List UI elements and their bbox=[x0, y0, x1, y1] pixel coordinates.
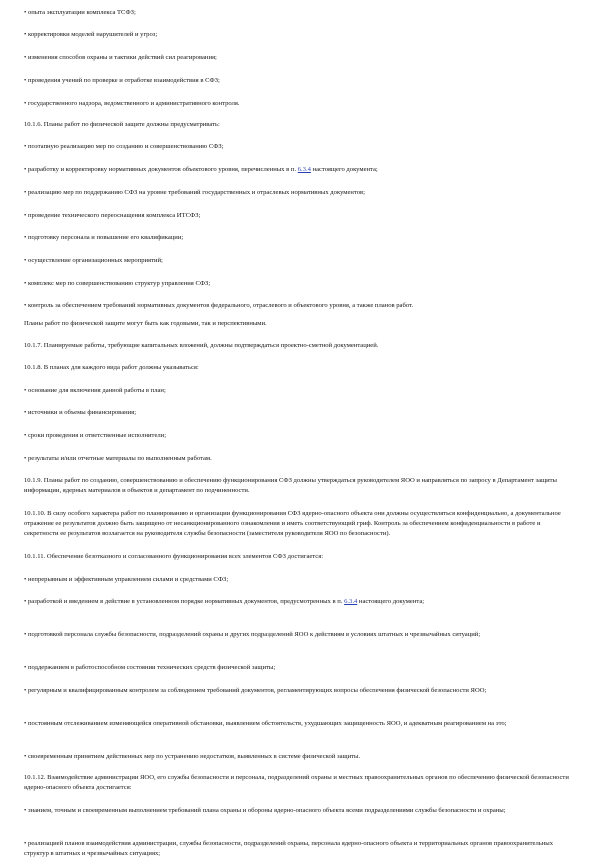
section-heading: 10.1.6. Планы работ по физической защите должны предусматривать: bbox=[24, 121, 220, 128]
bullet-text-part: настоящего документа; bbox=[357, 598, 425, 605]
section-heading: 10.1.11. Обеспечение безотказного и согласованного функционирования всех элементов СФЗ достигается: bbox=[24, 553, 324, 560]
bullet-text: • постоянным отслеживанием изменяющейся оперативной обстановки, выявлением обстоятельств, ухудшающих защищенность ЯОО, и адекватным реагированием на это; bbox=[24, 720, 507, 727]
section-paragraph: 10.1.9. Планы работ по созданию, совершенствованию и обеспечению функционирования СФЗ должны утверждаться руководителем ЯОО и направляться по запросу в Департамент защиты информации, ядерных материалов и объектов и департамент по подчиненности. bbox=[24, 477, 557, 494]
bullet-text: • опыта эксплуатации комплекса ТСФЗ; bbox=[24, 9, 136, 16]
bullet-text-part: • разработкой и введением в действие в установленном порядке нормативных документов, предусмотренных в п. bbox=[24, 598, 345, 605]
bullet-text-part: настоящего документа; bbox=[310, 166, 378, 173]
bullet-text: • контроль за обеспечением требований нормативных документов федерального, отраслевого и объектового уровня, а также планов работ. bbox=[24, 302, 414, 309]
bullet-text: • непрерывным и эффективным управлением силами и средствами СФЗ; bbox=[24, 576, 229, 583]
section-paragraph: 10.1.10. В силу особого характера работ по планированию и организации функционирования СФЗ ядерно-опасного объекта они должны осуществляться конфиденциально, а документальное отражение ее результатов должно быть защищено от несанкционированного ознакомления и иметь соответствующий гриф. Контроль за обеспечением конфиденциальности в работе и секретности ее результатов возлагается на руководителя службы безопасности (заместителя руководителя ЯОО по безопасности). bbox=[24, 510, 561, 537]
bullet-text-with-ref bbox=[24, 165, 574, 175]
bullet-text: • проведение технического переоснащения комплекса ИТСФЗ; bbox=[24, 212, 201, 219]
bullet-text: • подготовку персонала и повышение его квалификации; bbox=[24, 234, 184, 241]
bullet-text: • основание для включения данной работы в план; bbox=[24, 387, 166, 394]
bullet-text: • своевременным принятием действенных мер по устранению недостатков, выявленных в системе физической защиты. bbox=[24, 753, 361, 760]
bullet-text: • результаты и/или отчетные материалы по выполненным работам. bbox=[24, 455, 212, 462]
bullet-text: • подготовкой персонала службы безопасности, подразделений охраны и других подразделений ЯОО к действиям в условиях штатных и чрезвычайных ситуаций; bbox=[24, 631, 481, 638]
bullet-text: • поддержанием в работоспособном состоянии технических средств физической защиты; bbox=[24, 664, 276, 671]
bullet-text: • реализацией планов взаимодействия администрации, службы безопасности, подразделений охраны, персонала ядерно-опасного объекта и территориальных органов правоохранительных структур в штатных и чрезвычайных ситуациях; bbox=[24, 840, 553, 857]
bullet-text: • изменения способов охраны и тактики действий сил реагирования; bbox=[24, 54, 217, 61]
bullet-text: • государственного надзора, ведомственного и административного контроля. bbox=[24, 100, 240, 107]
bullet-text: • комплекс мер по совершенствованию структур управления СФЗ; bbox=[24, 280, 211, 287]
bullet-text: • реализацию мер по поддержанию СФЗ на уровне требований государственных и отраслевых нормативных документов; bbox=[24, 189, 365, 196]
bullet-text: • источники и объемы финансирования; bbox=[24, 409, 137, 416]
section-heading: 10.1.7. Планируемые работы, требующие капитальных вложений, должны подтверждаться проектно-сметной документацией. bbox=[24, 342, 379, 349]
bullet-text-part: • разработку и корректировку нормативных документов объектового уровня, перечисленных в п. bbox=[24, 166, 298, 173]
section-heading: 10.1.8. В планах для каждого вида работ должны указываться: bbox=[24, 364, 199, 371]
section-paragraph: 10.1.12. Взаимодействие администрации ЯОО, его службы безопасности и персонала, подразделений охраны и местных правоохранительных органов по обеспечению физической безопасности ядерно-опасного объекта достигается: bbox=[24, 774, 569, 791]
bullet-text: • регулярным и квалифицированным контролем за соблюдением требований документов, регламентирующих вопросы обеспечения физической безопасности ЯОО; bbox=[24, 687, 487, 694]
bullet-text: • сроки проведения и ответственные исполнители; bbox=[24, 432, 167, 439]
bullet-text: • корректировки моделей нарушителей и угроз; bbox=[24, 31, 158, 38]
bullet-text: • проведения учений по проверке и отработке взаимодействия в СФЗ; bbox=[24, 77, 220, 84]
body-text: Планы работ по физической защите могут быть как годовыми, так и перспективными. bbox=[24, 320, 267, 327]
bullet-text: • поэтапную реализацию мер по созданию и совершенствованию СФЗ; bbox=[24, 143, 224, 150]
reference-link[interactable]: 6.3.4 bbox=[297, 166, 311, 173]
reference-link[interactable]: 6.3.4 bbox=[344, 598, 358, 605]
bullet-text: • знанием, точным и своевременным выполнением требований плана охраны и обороны ядерно-опасного объекта всеми подразделениями службы безопасности и охраны; bbox=[24, 807, 506, 814]
bullet-text-with-ref bbox=[24, 597, 574, 607]
bullet-text: • осуществление организационных мероприятий; bbox=[24, 257, 163, 264]
